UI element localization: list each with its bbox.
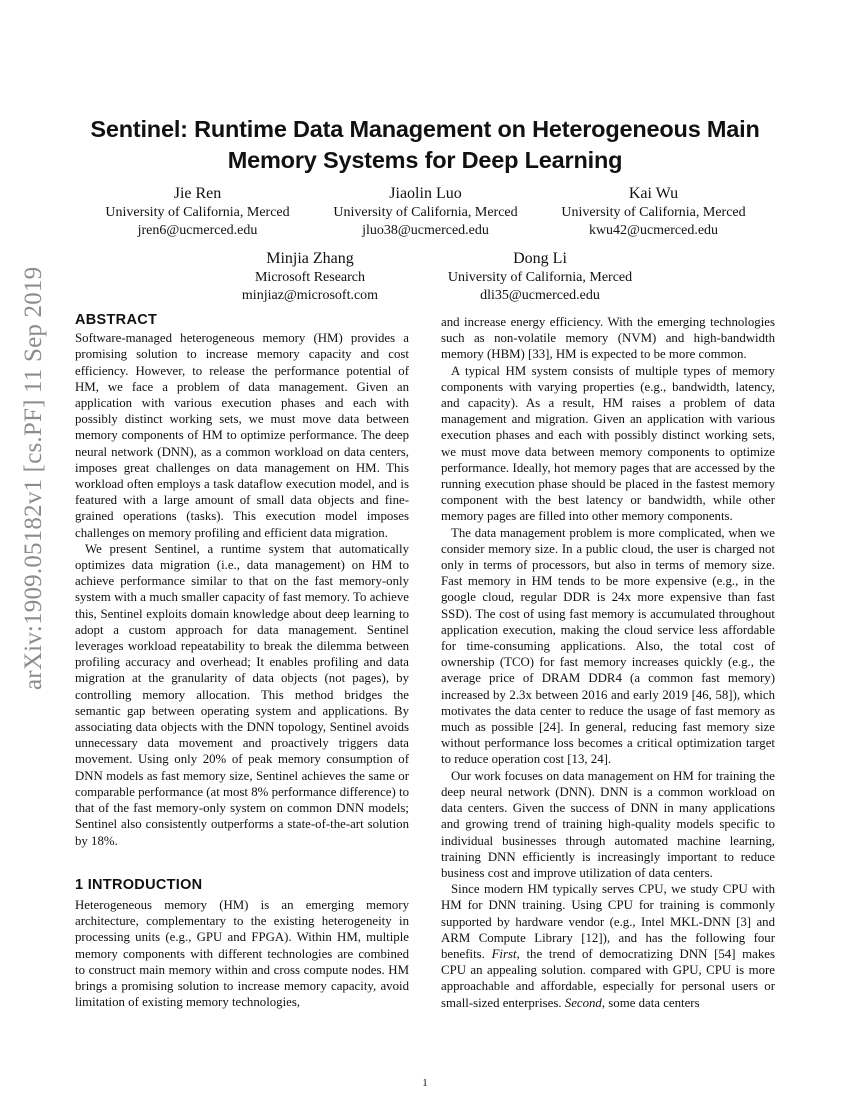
paper-title	[60, 114, 790, 176]
author-email: jluo38@ucmerced.edu	[362, 222, 489, 238]
abstract-paragraph: We present Sentinel, a runtime system that automatically optimizes data migration (i.e., data management) on HM to achieve performance similar to that on the fast memory-only system with a much smaller capacity of fast memory. To achieve this, Sentinel exploits domain knowledge about deep learning to adopt a custom approach for data management. Sentinel leverages workload repeatability to break the dilemma between profiling accuracy and overhead; It enables profiling and data migration at the granularity of data objects (not pages), by controlling memory allocation. This method bridges the semantic gap between operating system and applications. By associating data objects with the DNN topology, Sentinel avoids unnecessary data movement and proactively triggers data movement. Using only 20% of peak memory consumption of DNN models as fast memory size, Sentinel achieves the same or comparable performance (at most 8% performance difference) to that of the fast memory-only system on common DNN models; Sentinel also consistently outperforms a state-of-the-art solution by 18%.	[75, 541, 409, 848]
author-block	[225, 249, 395, 304]
abstract-heading: ABSTRACT	[75, 312, 158, 328]
author-email: minjiaz@microsoft.com	[241, 287, 379, 303]
title-line-1: Sentinel: Runtime Data Management on Heterogeneous Main	[90, 116, 760, 142]
author-name: Jie Ren	[173, 185, 222, 202]
author-block	[318, 184, 533, 239]
body-paragraph: The data management problem is more complicated, when we consider memory size. In a public cloud, the user is charged not only in terms of processors, but also in terms of memory size. Fast memory in HM tends to be more expensive (e.g., in the google cloud, regular DDR is 24x more expensive than fast SSD). The cost of using fast memory is accumulated throughout application execution, making the cloud service less affordable for time-consuming applications. Also, the total cost of ownership (TCO) for fast memory increases quickly (e.g., the average price of DRAM DDR4 (a common fast memory) increased by 2.3x between 2016 and early 2019 [46, 58]), which motivates the data center to reduce the usage of fast memory as much as possible [24]. In general, reducing fast memory size without performance loss becomes a critical optimization target to reduce operation cost [13, 24].	[441, 525, 775, 767]
author-name: Minjia Zhang	[266, 250, 354, 267]
title-line-2: Memory Systems for Deep Learning	[227, 147, 623, 173]
author-name: Kai Wu	[628, 185, 679, 202]
emphasis-second: Second	[564, 995, 602, 1010]
author-block	[425, 249, 655, 304]
author-email: kwu42@ucmerced.edu	[588, 222, 719, 238]
abstract-paragraph: Software-managed heterogeneous memory (HM) provides a promising solution to increase memory capacity and cost efficiency. However, to release the performance potential of HM, we face a problem of data management. Given an application with various execution phases and each with possibly distinct working sets, we must move data between memory components of HM to optimize performance. The deep neural network (DNN), as a common workload on data centers, imposes great challenges on data management on HM. This workload often employs a task dataflow execution model, and is featured with a large amount of small data objects and fine-grained operations (tasks). This execution model imposes challenges on memory profiling and efficient data migration.	[75, 331, 409, 540]
body-paragraph: Our work focuses on data management on HM for training the deep neural network (DNN). DNN is a common workload on data centers. Given the success of DNN in many applications and growing trend of training high-quality models specific to individual businesses through automated machine learning, training DNN efficiently is increasingly important to reduce business cost and improve utilization of data centers.	[441, 768, 775, 880]
author-affiliation: University of California, Merced	[447, 270, 633, 285]
author-block	[90, 184, 305, 239]
page-number: 1	[422, 1077, 428, 1089]
body-paragraph: and increase energy efficiency. With the emerging technologies such as non-volatile memory (NVM) and high-bandwidth memory (HBM) [33], HM is expected to be more common.	[441, 315, 775, 362]
author-block	[546, 184, 761, 239]
left-column	[75, 312, 409, 1010]
author-affiliation: University of California, Merced	[561, 205, 746, 220]
author-affiliation: University of California, Merced	[105, 205, 290, 220]
body-paragraph	[441, 881, 775, 1011]
emphasis-first: First	[491, 946, 517, 961]
author-affiliation: Microsoft Research	[254, 270, 366, 285]
right-column	[441, 314, 775, 1011]
intro-heading: 1 INTRODUCTION	[75, 876, 203, 893]
author-name: Jiaolin Luo	[389, 185, 462, 202]
text-span: , some data centers	[601, 995, 700, 1010]
author-name: Dong Li	[513, 250, 567, 267]
author-affiliation: University of California, Merced	[333, 205, 518, 220]
text-span: Since modern HM typically serves CPU, we study CPU with HM for DNN training. Using CPU for training is commonly supported by hardware vendor (e.g., Intel MKL-DNN [3] and ARM Compute Library [12]), and has the following four benefits.	[441, 882, 775, 961]
text-span: , the trend of democratizing DNN [54] makes CPU an appealing solution. compared with GPU, CPU is more approachable and affordable, especially for personal users or small-sized enterprises.	[441, 946, 775, 1010]
author-email: jren6@ucmerced.edu	[137, 222, 258, 238]
author-email: dli35@ucmerced.edu	[480, 287, 600, 303]
arxiv-stamp: arXiv:1909.05182v1 [cs.PF] 11 Sep 2019	[20, 266, 47, 690]
intro-paragraph: Heterogeneous memory (HM) is an emerging memory architecture, complementary to the existing heterogeneity in processing units (e.g., GPU and FPGA). Within HM, multiple memory components with different technologies are combined to construct main memory within and cross compute nodes. HM brings a promising solution to increase memory capacity, avoid limitation of existing memory technologies,	[75, 897, 409, 1010]
body-paragraph: A typical HM system consists of multiple types of memory components with varying properties (e.g., bandwidth, latency, and capacity). As a result, HM raises a problem of data management and migration. Given an application with various execution phases and each with possibly distinct working sets, we must move data between memory components to optimize performance. Ideally, hot memory pages that are accessed by the running execution phase should be placed in the fastest memory component with the best latency or bandwidth, while other memory pages are filled into other memory components.	[441, 363, 775, 524]
